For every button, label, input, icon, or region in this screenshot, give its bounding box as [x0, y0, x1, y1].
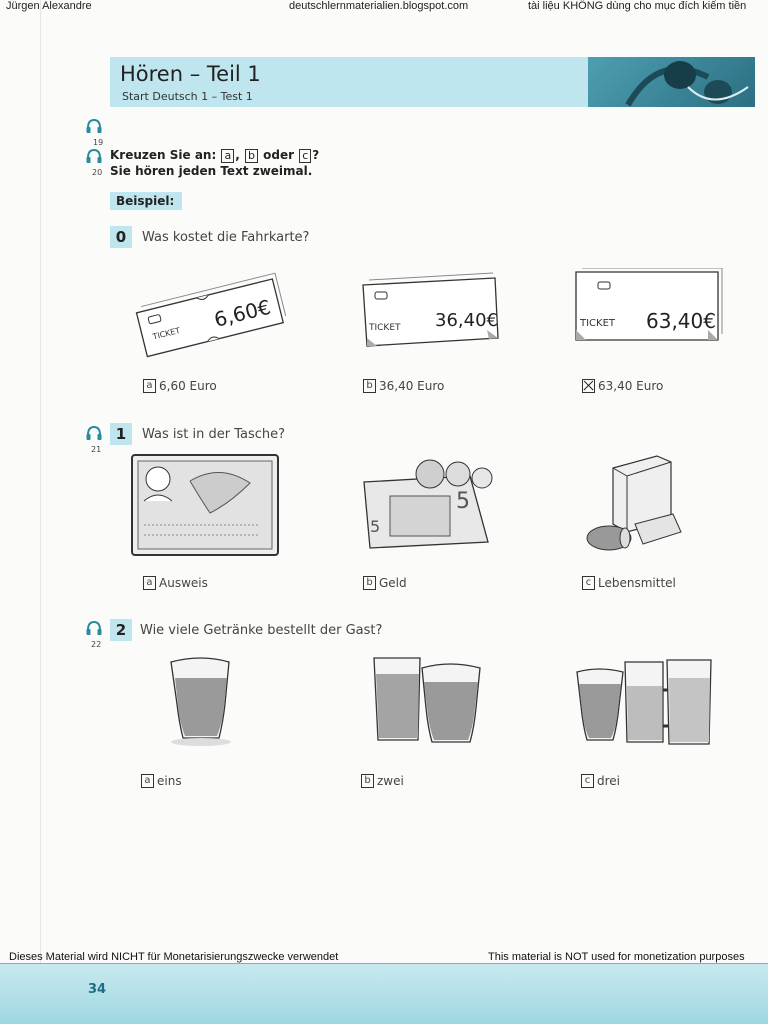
box-a-label: a: [221, 149, 234, 163]
track-number: 21: [91, 445, 102, 454]
question-text-0: Was kostet die Fahrkarte?: [142, 230, 310, 245]
headphones-photo: [588, 57, 755, 107]
option-2-b[interactable]: [361, 774, 404, 788]
ticket-word: TICKET: [369, 323, 401, 333]
option-2-c[interactable]: [581, 774, 620, 788]
question-number-0: 0: [110, 226, 132, 248]
headphones-icon: [85, 620, 103, 636]
comma: ,: [235, 148, 240, 162]
id-card-image: [130, 453, 282, 559]
checkbox-1-c[interactable]: c: [582, 576, 595, 590]
ticket-price-c: 63,40€: [646, 309, 716, 333]
beispiel-label: Beispiel:: [110, 192, 182, 210]
question-number-2: 2: [110, 619, 132, 641]
option-label: eins: [157, 774, 182, 788]
two-glasses-image: [370, 652, 485, 752]
option-label: Lebensmittel: [598, 576, 676, 590]
checkbox-0-b[interactable]: b: [363, 379, 376, 393]
question-number-1: 1: [110, 423, 132, 445]
headphones-icon: [85, 148, 103, 164]
oder-word: oder: [263, 148, 295, 162]
top-author: Jürgen Alexandre: [6, 0, 92, 12]
footer-band: [0, 963, 768, 1024]
option-label: Geld: [379, 576, 407, 590]
instruction-line-2: Sie hören jeden Text zweimal.: [110, 164, 313, 178]
checkbox-0-a[interactable]: a: [143, 379, 156, 393]
option-label: 36,40 Euro: [379, 379, 445, 393]
ticket-b-image: [355, 268, 505, 353]
track-21: [85, 425, 103, 454]
ticket-a-image: [130, 260, 290, 360]
question-text-2: Wie viele Getränke bestellt der Gast?: [140, 623, 383, 638]
ticket-word: TICKET: [580, 318, 616, 329]
headphones-icon: [85, 425, 103, 441]
option-label: 6,60 Euro: [159, 379, 217, 393]
page-subtitle: Start Deutsch 1 – Test 1: [122, 90, 253, 103]
checkbox-2-c[interactable]: c: [581, 774, 594, 788]
checkbox-1-a[interactable]: a: [143, 576, 156, 590]
page-title: Hören – Teil 1: [120, 62, 261, 86]
option-0-a[interactable]: [143, 379, 217, 393]
ticket-price-a: 6,60€: [211, 294, 274, 332]
svg-text:5: 5: [370, 517, 381, 536]
track-number: 20: [92, 168, 103, 177]
track-22: [85, 620, 103, 649]
checkbox-2-b[interactable]: b: [361, 774, 374, 788]
box-b-label: b: [245, 149, 258, 163]
option-1-c[interactable]: [582, 576, 676, 590]
track-number: 22: [91, 640, 102, 649]
track-20: [85, 148, 103, 177]
box-c-label: c: [299, 149, 311, 163]
option-0-c[interactable]: [582, 379, 663, 393]
money-image: [360, 458, 505, 553]
option-label: Ausweis: [159, 576, 208, 590]
option-1-a[interactable]: [143, 576, 208, 590]
top-note: tài liệu KHÔNG dùng cho mục đích kiếm tiền: [528, 0, 747, 12]
question-mark: ?: [312, 148, 320, 162]
headphones-icon: [85, 118, 103, 134]
headphones-image: [588, 57, 755, 107]
footer-notice-en: This material is NOT used for monetization purposes: [488, 951, 745, 963]
option-2-a[interactable]: [141, 774, 182, 788]
page-number: 34: [88, 982, 107, 997]
footer-line: [0, 963, 768, 964]
ticket-c-image: [572, 268, 724, 348]
footer-notice-de: Dieses Material wird NICHT für Monetarisierungszwecke verwendet: [9, 951, 339, 963]
option-label: zwei: [377, 774, 404, 788]
one-glass-image: [165, 654, 237, 748]
top-website: deutschlernmaterialien.blogspot.com: [289, 0, 469, 12]
ticket-price-b: 36,40€: [435, 310, 498, 331]
svg-text:5: 5: [456, 489, 470, 514]
option-label: 63,40 Euro: [598, 379, 664, 393]
instruction-line-1: [110, 148, 319, 163]
track-number: 19: [93, 138, 104, 147]
instruction-prefix: Kreuzen Sie an:: [110, 148, 217, 162]
checkbox-1-b[interactable]: b: [363, 576, 376, 590]
groceries-image: [585, 452, 685, 560]
page-margin-line: [40, 0, 41, 963]
ticket-word: TICKET: [151, 325, 182, 342]
question-text-1: Was ist in der Tasche?: [142, 427, 286, 442]
option-label: drei: [597, 774, 621, 788]
three-glasses-image: [573, 656, 718, 752]
option-0-b[interactable]: [363, 379, 444, 393]
checkbox-0-c-checked[interactable]: [582, 379, 595, 393]
checkbox-2-a[interactable]: a: [141, 774, 154, 788]
option-1-b[interactable]: [363, 576, 407, 590]
track-19: [85, 118, 103, 147]
